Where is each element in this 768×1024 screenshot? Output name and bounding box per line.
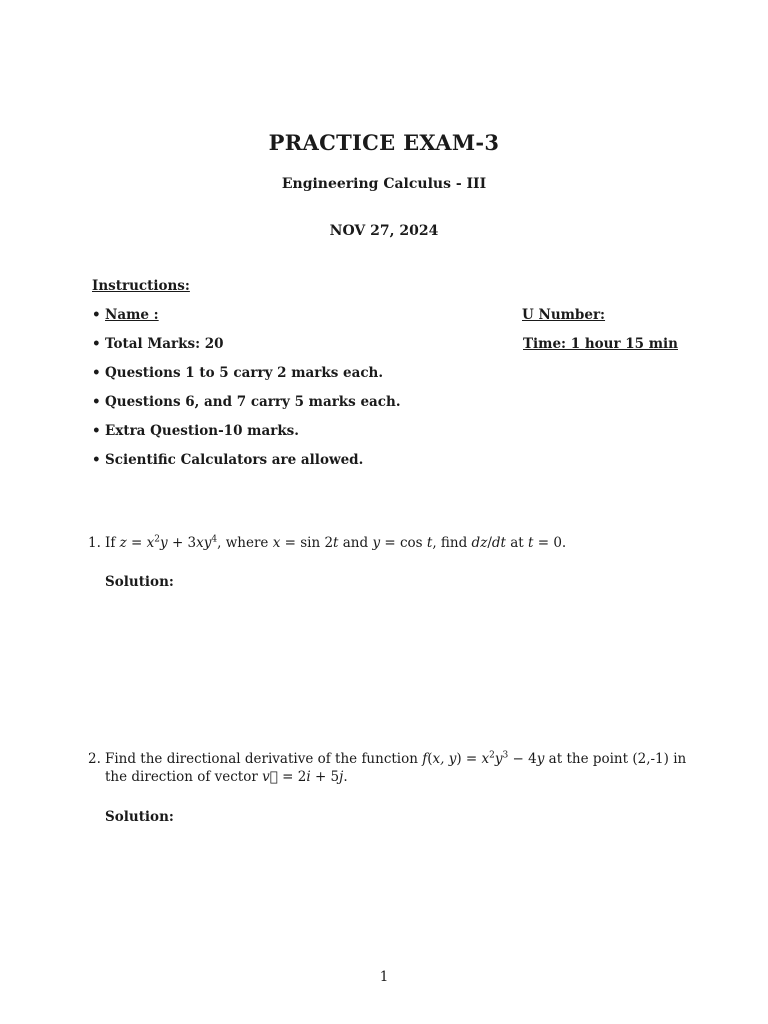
instruction-q6and7	[92, 394, 702, 423]
bullet-icon: •	[92, 394, 101, 410]
bullet-icon: •	[92, 423, 101, 439]
instructions-list	[92, 307, 702, 481]
solution-label: Solution:	[105, 809, 174, 825]
question-text: Find the directional derivative of the function f(x, $y) = x^2y^3 - 4y$ at the point (2,-1) in the direction of vector v⃗ = 2i + 5j.	[105, 750, 687, 785]
bullet-icon: •	[92, 336, 101, 352]
total-marks-text: Total Marks: 20	[105, 336, 224, 352]
exam-title: PRACTICE EXAM-3	[268, 130, 500, 155]
extra-text: Extra Question-10 marks.	[105, 423, 299, 439]
instruction-name	[92, 307, 702, 336]
solution-label: Solution:	[105, 574, 174, 590]
question-number: 1.	[88, 535, 101, 551]
q1to5-text: Questions 1 to 5 carry 2 marks each.	[105, 365, 384, 381]
course-subtitle: Engineering Calculus - III	[281, 176, 487, 192]
time-label: Time: 1 hour 15 min	[523, 336, 678, 352]
question-2	[88, 750, 703, 786]
u-number-label: U Number:	[522, 307, 606, 323]
name-label: Name :	[105, 307, 159, 323]
bullet-icon: •	[92, 365, 101, 381]
question-text: If $z = x^2y + 3xy^4$, where x = sin 2t and y = cos t, find dz/dt at t = 0.	[105, 534, 567, 551]
question-number: 2.	[88, 751, 101, 767]
instructions-heading: Instructions:	[92, 278, 190, 294]
instruction-q1to5	[92, 365, 702, 394]
question-1	[88, 534, 703, 552]
q6and7-text: Questions 6, and 7 carry 5 marks each.	[105, 394, 401, 410]
bullet-icon: •	[92, 307, 101, 323]
instruction-calculators	[92, 452, 702, 481]
page-number: 1	[379, 969, 389, 985]
calculators-text: Scientific Calculators are allowed.	[105, 452, 364, 468]
instruction-extra	[92, 423, 702, 452]
bullet-icon: •	[92, 452, 101, 468]
exam-date: NOV 27, 2024	[329, 223, 439, 239]
